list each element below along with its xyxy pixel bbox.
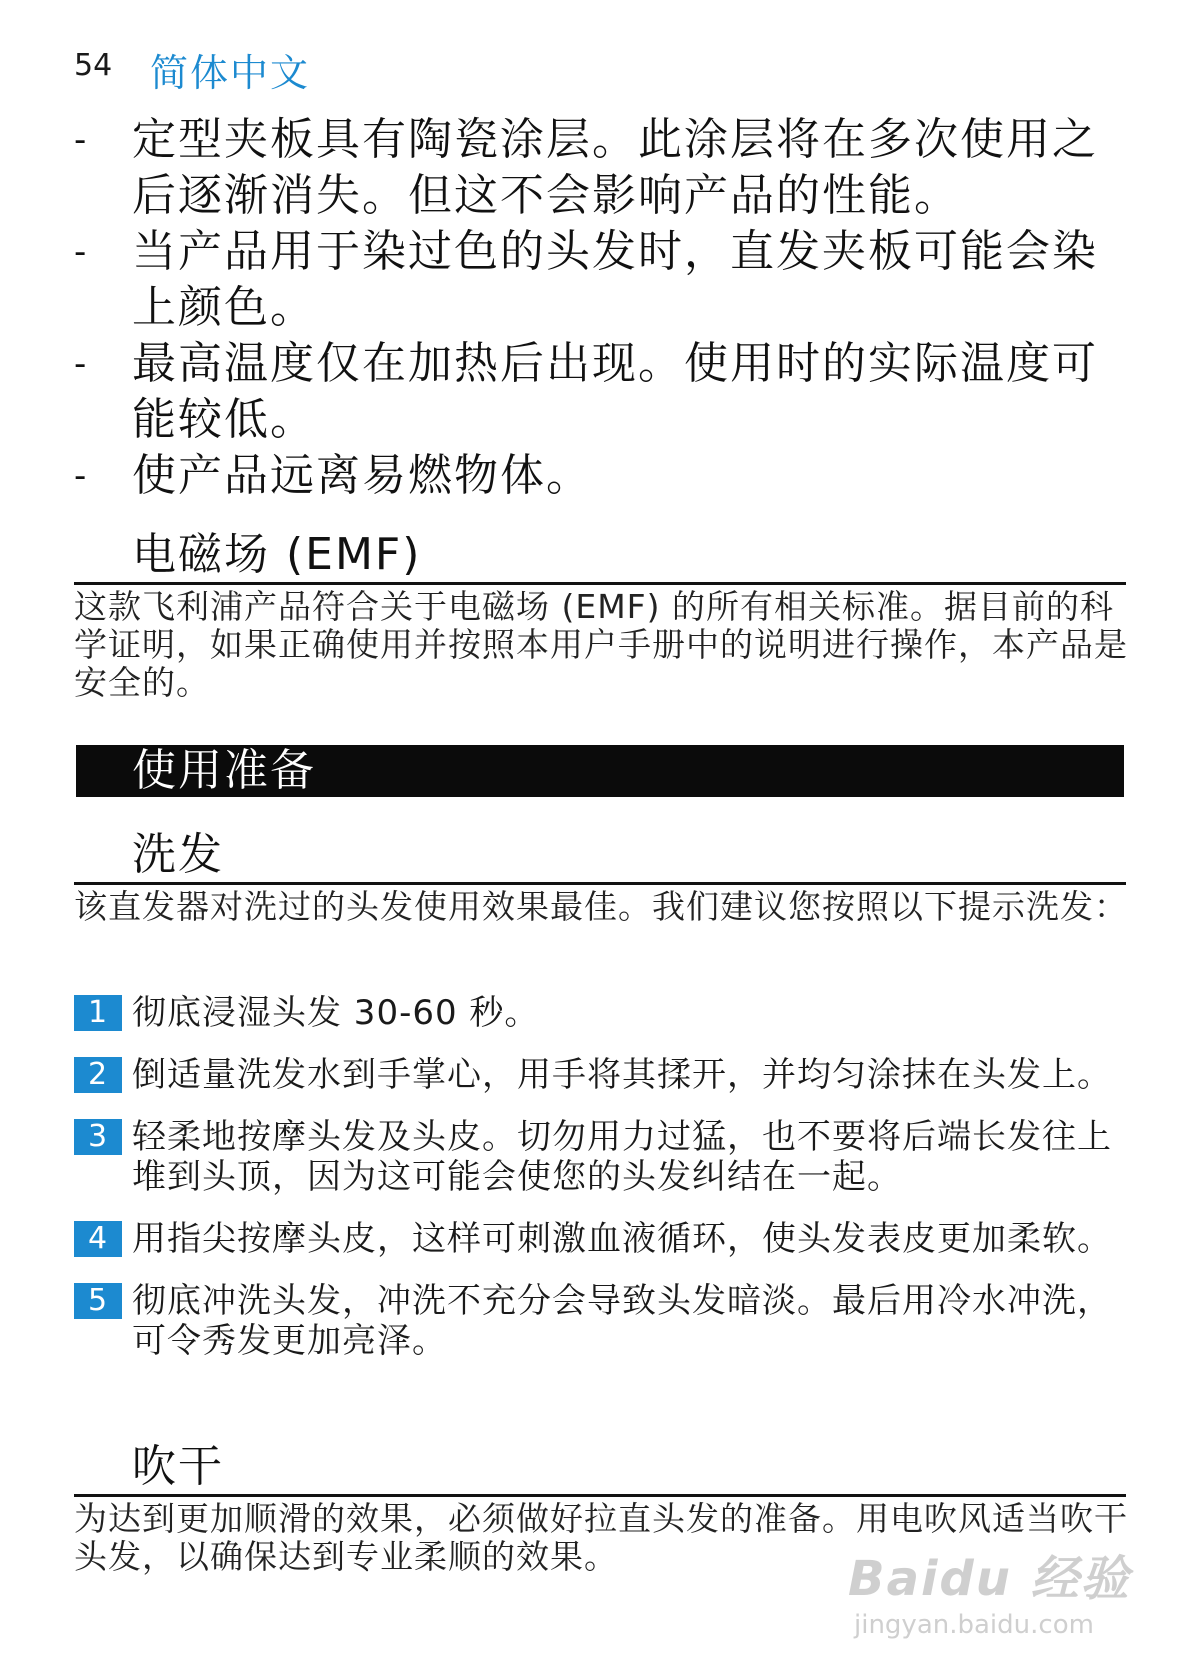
wash-heading-text: 洗发	[132, 829, 224, 880]
step-text: 用指尖按摩头皮，这样可刺激血液循环，使头发表皮更加柔软。	[132, 1219, 1112, 1259]
warning-text: 当产品用于染过色的头发时，直发夹板可能会染上颜色。	[132, 226, 1098, 333]
watermark-url: jingyan.baidu.com	[854, 1610, 1094, 1640]
warning-item	[74, 224, 1134, 336]
watermark-logo: Baidu 经验	[848, 1551, 1131, 1607]
step-list	[74, 993, 1144, 1383]
warning-text: 使产品远离易燃物体。	[132, 450, 592, 501]
warning-item	[74, 112, 1134, 224]
emf-heading-text: 电磁场 (EMF)	[132, 529, 422, 580]
emf-heading	[74, 518, 1126, 585]
step-number-badge: 5	[74, 1283, 122, 1319]
wash-heading	[74, 818, 1126, 885]
step-text: 轻柔地按摩头发及头皮。切勿用力过猛，也不要将后端长发往上堆到头顶，因为这可能会使您的头发纠结在一起。	[132, 1117, 1112, 1197]
bullet-dash: -	[74, 344, 89, 384]
step-text: 彻底浸湿头发 30-60 秒。	[132, 993, 540, 1033]
step-number-badge: 2	[74, 1057, 122, 1093]
watermark	[848, 1540, 1148, 1650]
warning-item	[74, 448, 1134, 504]
dry-heading	[74, 1430, 1126, 1497]
warning-text: 定型夹板具有陶瓷涂层。此涂层将在多次使用之后逐渐消失。但这不会影响产品的性能。	[132, 114, 1098, 221]
dry-heading-text: 吹干	[132, 1441, 224, 1492]
step-item	[74, 1219, 1144, 1259]
step-number-badge: 1	[74, 995, 122, 1031]
warning-list	[74, 112, 1134, 504]
section-title: 使用准备	[132, 745, 316, 796]
step-item	[74, 1055, 1144, 1095]
bullet-dash: -	[74, 120, 89, 160]
step-text: 倒适量洗发水到手掌心，用手将其揉开，并均匀涂抹在头发上。	[132, 1055, 1112, 1095]
page-language: 简体中文	[150, 51, 311, 95]
warning-text: 最高温度仅在加热后出现。使用时的实际温度可能较低。	[132, 338, 1098, 445]
section-bar	[76, 745, 1124, 797]
bullet-dash: -	[74, 232, 89, 272]
warning-item	[74, 336, 1134, 448]
step-text: 彻底冲洗头发，冲洗不充分会导致头发暗淡。最后用冷水冲洗，可令秀发更加亮泽。	[132, 1281, 1112, 1361]
dry-body: 为达到更加顺滑的效果，必须做好拉直头发的准备。用电吹风适当吹干头发，以确保达到专业柔顺的效果。	[74, 1499, 1128, 1576]
step-item	[74, 1281, 1144, 1361]
step-item	[74, 993, 1144, 1033]
step-number-badge: 4	[74, 1221, 122, 1257]
step-number-badge: 3	[74, 1119, 122, 1155]
page-number: 54	[74, 48, 113, 83]
wash-intro: 该直发器对洗过的头发使用效果最佳。我们建议您按照以下提示洗发：	[74, 887, 1128, 926]
bullet-dash: -	[74, 456, 89, 496]
step-item	[74, 1117, 1144, 1197]
emf-body: 这款飞利浦产品符合关于电磁场 (EMF) 的所有相关标准。据目前的科学证明，如果正确使用并按照本用户手册中的说明进行操作，本产品是安全的。	[74, 587, 1128, 702]
